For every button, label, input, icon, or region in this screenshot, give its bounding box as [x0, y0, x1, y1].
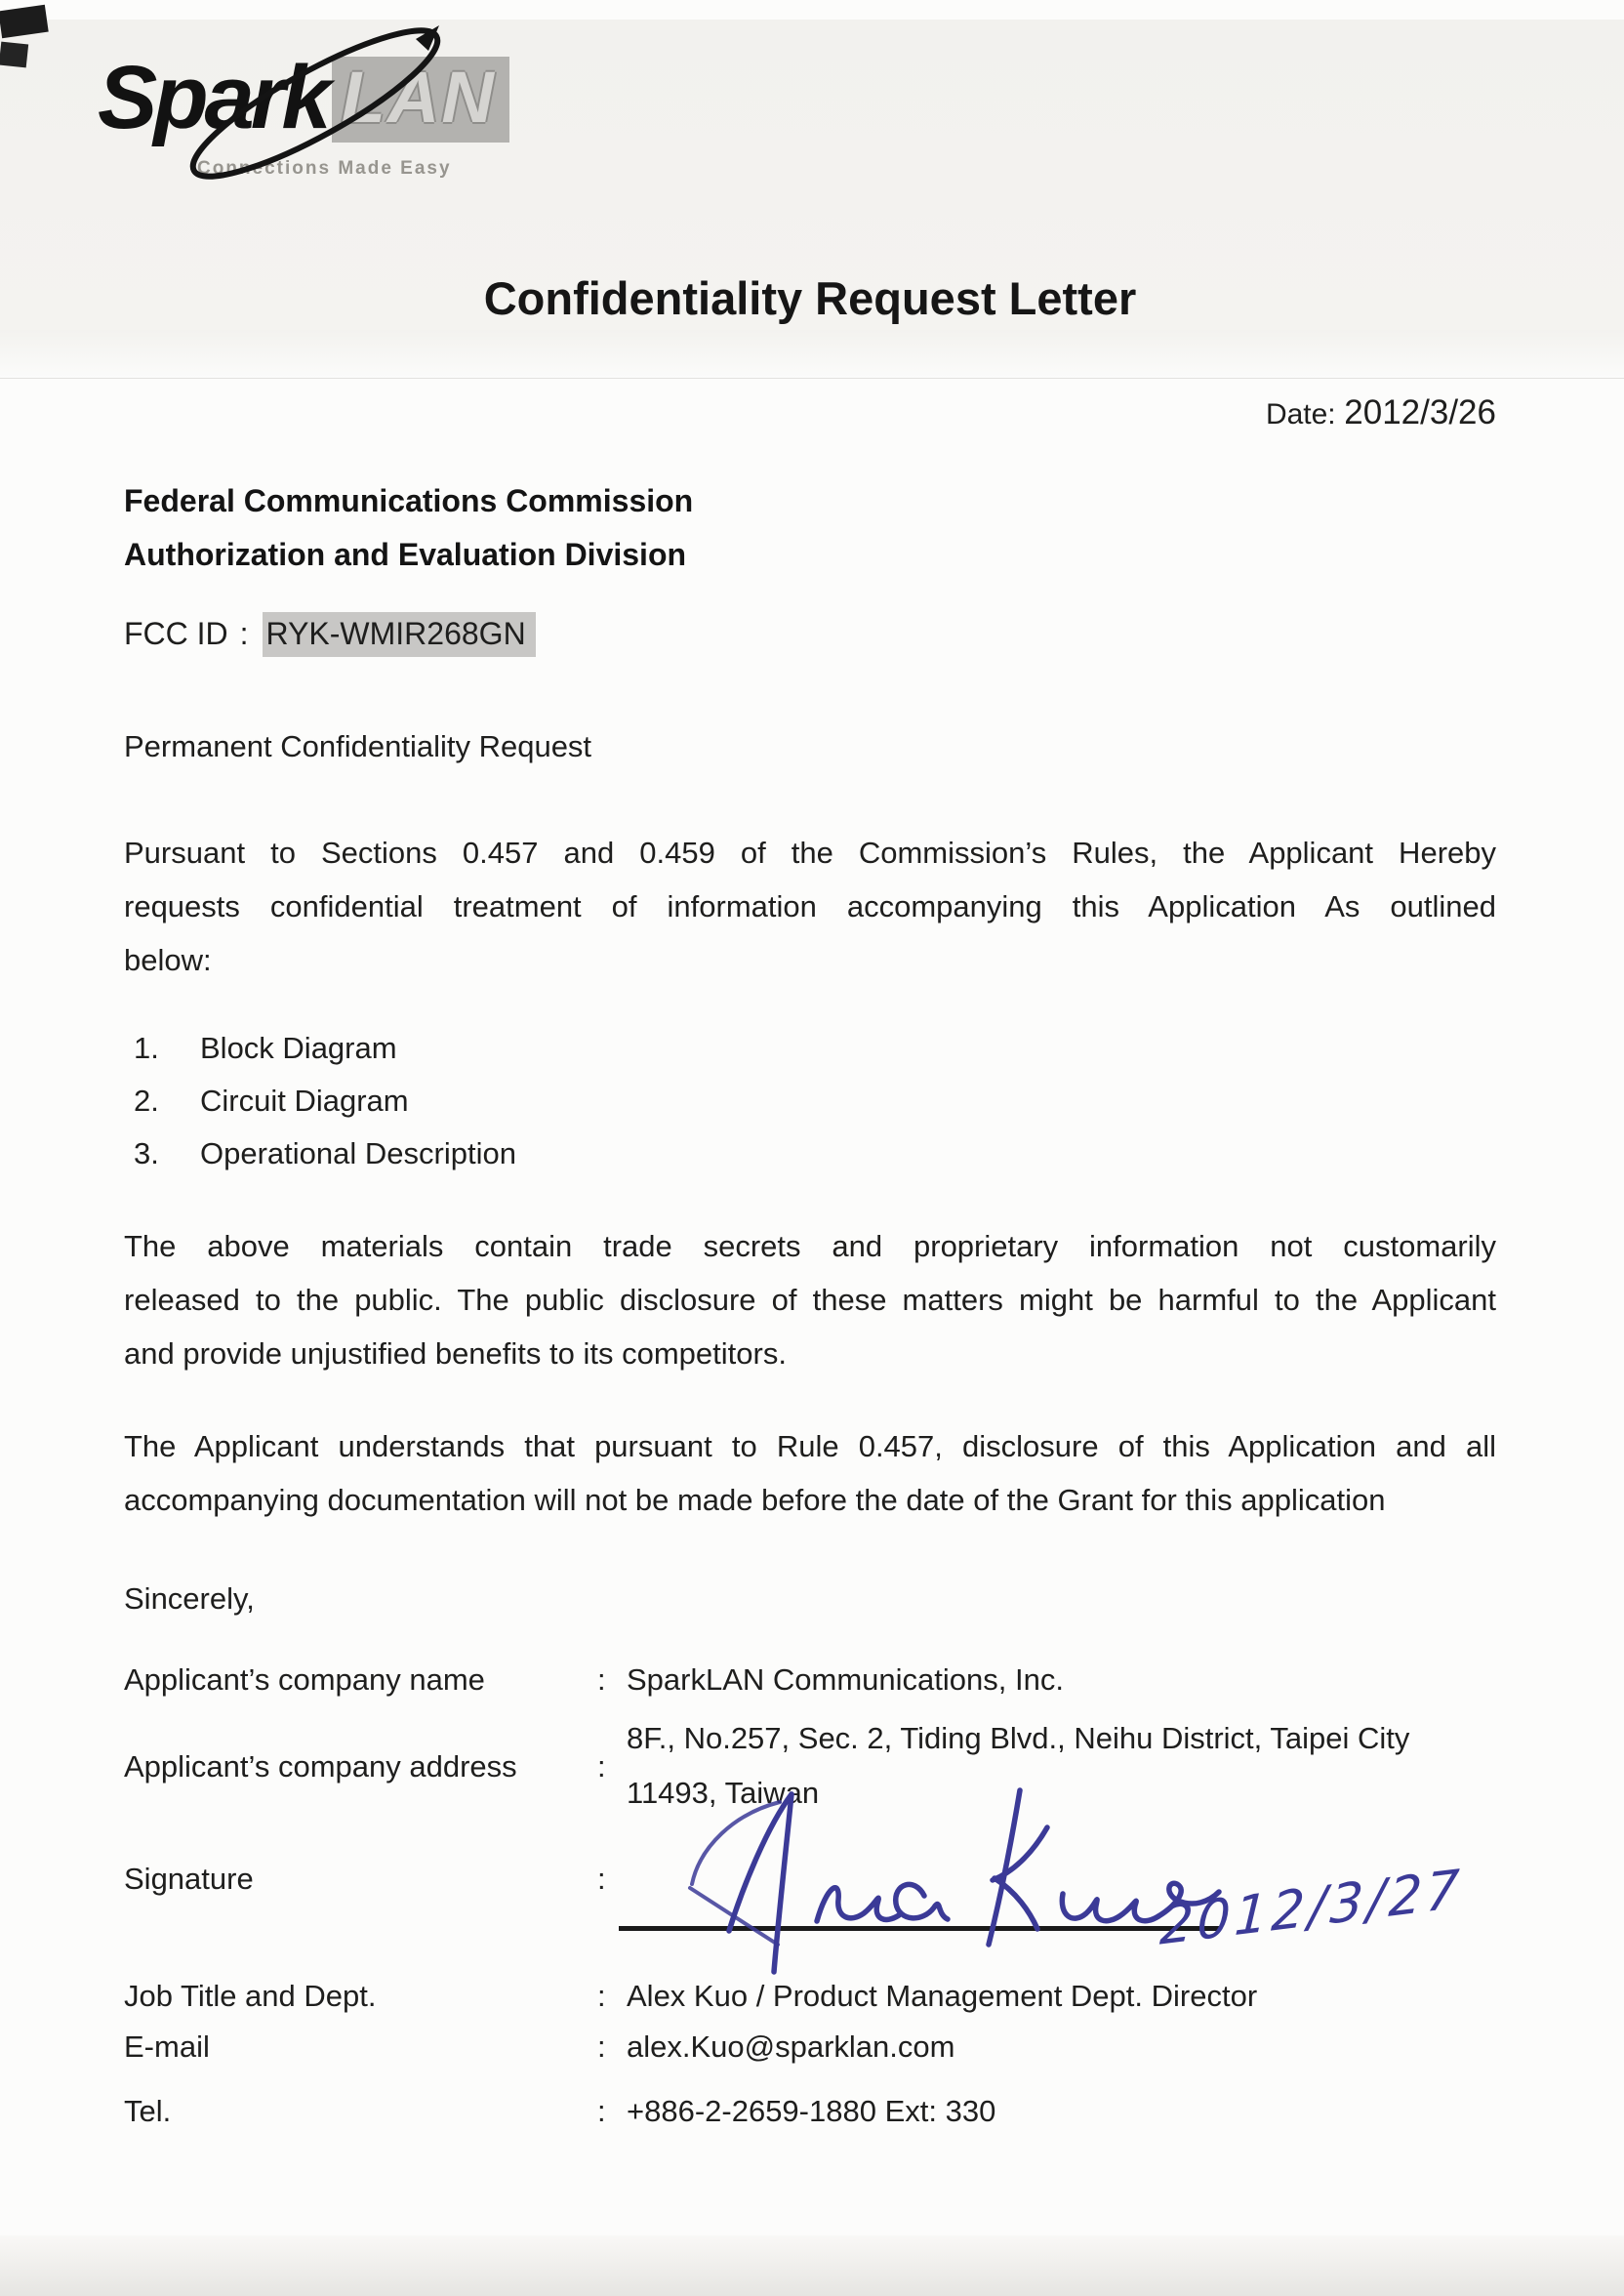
tel-label: Tel.: [124, 2094, 172, 2128]
email-row: [124, 2020, 1496, 2069]
fcc-id-separator: :: [239, 616, 249, 651]
company-address-label: Applicant’s company address: [124, 1748, 517, 1784]
field-separator: :: [597, 2094, 606, 2128]
field-separator: :: [597, 2030, 606, 2064]
recipient-block: [124, 474, 1496, 582]
tel-value: +886-2-2659-1880 Ext: 330: [627, 2094, 996, 2128]
company-name-value: SparkLAN Communications, Inc.: [627, 1661, 1064, 1697]
confidential-items-list: [124, 1022, 1496, 1180]
paragraph-line: The Applicant understands that pursuant to Rule 0.457, disclosure of this Application and all: [124, 1429, 1496, 1463]
paragraph-line: and provide unjustified benefits to its competitors.: [124, 1336, 787, 1371]
paragraph-line: The above materials contain trade secrets and proprietary information not customarily: [124, 1229, 1496, 1263]
company-address-line-1: 8F., No.257, Sec. 2, Tiding Blvd., Neihu District, Taipei City: [627, 1721, 1410, 1755]
company-address-row: [124, 1711, 1496, 1821]
fcc-id-line: [124, 607, 1496, 661]
scan-artifact-mark: [0, 42, 28, 68]
signature-label: Signature: [124, 1862, 254, 1896]
field-separator: :: [597, 1862, 606, 1896]
list-item-number: 2.: [134, 1084, 159, 1118]
list-item: [134, 1128, 1496, 1180]
list-item: [134, 1022, 1496, 1075]
logo-tagline: Connections Made Easy: [197, 158, 452, 179]
field-separator: :: [597, 1748, 606, 1784]
signature-row: [124, 1821, 1496, 1967]
date-line: [124, 392, 1496, 435]
signature-underline: [619, 1926, 1219, 1931]
applicant-details-form: [124, 1651, 1496, 2133]
recipient-line-1: Federal Communications Commission: [124, 483, 694, 518]
tel-row: [124, 2084, 1496, 2133]
fcc-id-value: RYK-WMIR268GN: [263, 612, 536, 657]
recipient-line-2: Authorization and Evaluation Division: [124, 537, 687, 572]
list-item-label: Block Diagram: [200, 1031, 397, 1065]
paragraph-trade-secrets: [124, 1219, 1496, 1380]
letter-content: [124, 0, 1496, 2296]
list-item-number: 1.: [134, 1031, 159, 1065]
paragraph-line: Pursuant to Sections 0.457 and 0.459 of the Commission’s Rules, the Applicant Hereby: [124, 836, 1496, 870]
paragraph-pursuant: [124, 826, 1496, 987]
company-address-value: [627, 1711, 1496, 1821]
email-value: alex.Kuo@sparklan.com: [627, 2030, 955, 2064]
field-separator: :: [597, 1979, 606, 2013]
company-name-row: [124, 1651, 1496, 1707]
closing-sincerely: Sincerely,: [124, 1581, 255, 1616]
company-name-label: Applicant’s company name: [124, 1661, 485, 1697]
field-separator: :: [597, 1661, 606, 1697]
subject-line: Permanent Confidentiality Request: [124, 729, 592, 763]
paragraph-line: below:: [124, 943, 212, 977]
date-value: 2012/3/26: [1344, 393, 1496, 431]
company-address-line-2: 11493, Taiwan: [627, 1776, 820, 1810]
list-item-number: 3.: [134, 1136, 159, 1170]
list-item-label: Circuit Diagram: [200, 1084, 409, 1118]
email-label: E-mail: [124, 2030, 210, 2064]
job-title-label: Job Title and Dept.: [124, 1979, 377, 2013]
logo-brand-lan: LAN: [332, 57, 509, 143]
list-item-label: Operational Description: [200, 1136, 516, 1170]
paragraph-rule-0457: [124, 1419, 1496, 1527]
logo-brand-spark: Spark: [98, 48, 328, 147]
signature-handwritten-date: 2012/3/27: [1157, 1857, 1465, 1957]
job-title-value: Alex Kuo / Product Management Dept. Director: [627, 1979, 1258, 2013]
job-title-row: [124, 1969, 1496, 2020]
list-item: [134, 1075, 1496, 1128]
paragraph-line: accompanying documentation will not be made before the date of the Grant for this application: [124, 1483, 1386, 1517]
letter-title: Confidentiality Request Letter: [483, 272, 1137, 324]
paragraph-line: requests confidential treatment of information accompanying this Application As outlined: [124, 889, 1496, 923]
paragraph-line: released to the public. The public disclosure of these matters might be harmful to the Applicant: [124, 1283, 1496, 1317]
date-label: Date:: [1265, 398, 1336, 430]
fcc-id-label: FCC ID: [124, 616, 228, 651]
